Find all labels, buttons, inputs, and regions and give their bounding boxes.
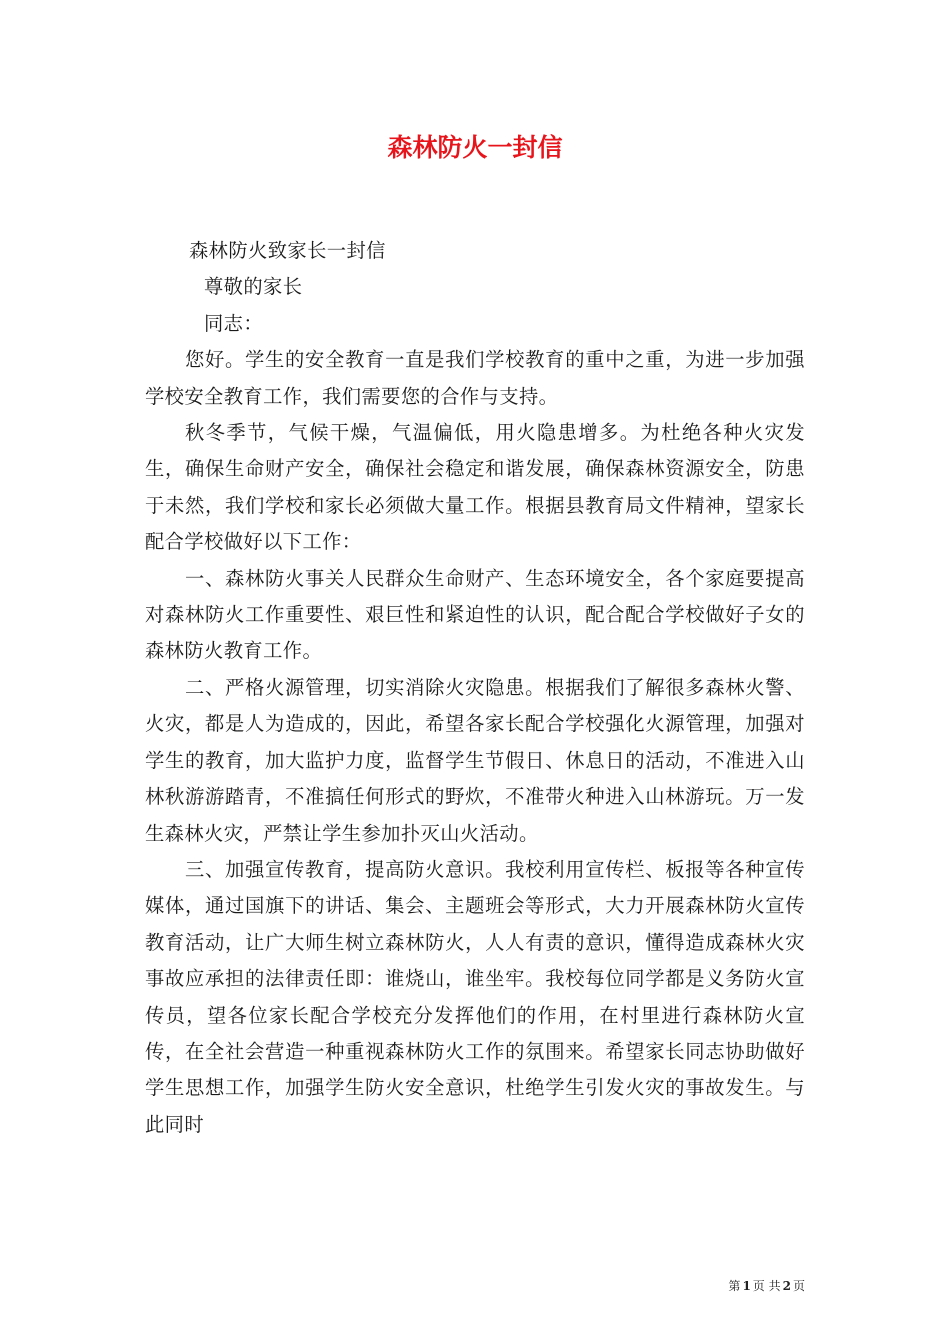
footer-suffix: 页 bbox=[792, 1279, 805, 1293]
paragraph-intro: 秋冬季节，气候干燥，气温偏低，用火隐患增多。为杜绝各种火灾发生，确保生命财产安全，确保社会稳定和谐发展，确保森林资源安全，防患于未然，我们学校和家长必须做大量工作。根据县教育局文件精神，望家长配合学校做好以下工作： bbox=[145, 421, 805, 554]
paragraph-item-1: 一、森林防火事关人民群众生命财产、生态环境安全，各个家庭要提高对森林防火工作重要性、艰巨性和紧迫性的认识，配合配合学校做好子女的森林防火教育工作。 bbox=[145, 566, 805, 663]
paragraph-greeting: 您好。学生的安全教育一直是我们学校教育的重中之重，为进一步加强学校安全教育工作，我们需要您的合作与支持。 bbox=[145, 348, 805, 408]
page-footer bbox=[728, 1278, 805, 1294]
footer-middle: 页 共 bbox=[752, 1279, 781, 1293]
document-title: 森林防火一封信 bbox=[387, 133, 563, 162]
footer-total-pages: 2 bbox=[782, 1279, 791, 1293]
footer-prefix: 第 bbox=[728, 1279, 741, 1293]
salutation-line-2: 同志： bbox=[204, 311, 264, 335]
paragraph-item-2: 二、严格火源管理，切实消除火灾隐患。根据我们了解很多森林火警、火灾，都是人为造成的，因此，希望各家长配合学校强化火源管理，加强对学生的教育，加大监护力度，监督学生节假日、休息日的活动，不准进入山林秋游游踏青，不准搞任何形式的野炊，不准带火种进入山林游玩。万一发生森林火灾，严禁让学生参加扑灭山火活动。 bbox=[145, 675, 805, 845]
salutation-line-1: 尊敬的家长 bbox=[204, 275, 303, 299]
letter-heading-line: 森林防火致家长一封信 bbox=[189, 239, 386, 262]
paragraph-item-3: 三、加强宣传教育，提高防火意识。我校利用宣传栏、板报等各种宣传媒体，通过国旗下的讲话、集会、主题班会等形式，大力开展森林防火宣传教育活动，让广大师生树立森林防火，人人有责的意识，懂得造成森林火灾事故应承担的法律责任即：谁烧山，谁坐牢。我校每位同学都是义务防火宣传员，望各位家长配合学校充分发挥他们的作用，在村里进行森林防火宣传，在全社会营造一种重视森林防火工作的氛围来。希望家长同志协助做好学生思想工作，加强学生防火安全意识，杜绝学生引发火灾的事故发生。与此同时 bbox=[145, 857, 805, 1136]
footer-current-page: 1 bbox=[742, 1279, 751, 1293]
letter-body bbox=[145, 233, 805, 1143]
